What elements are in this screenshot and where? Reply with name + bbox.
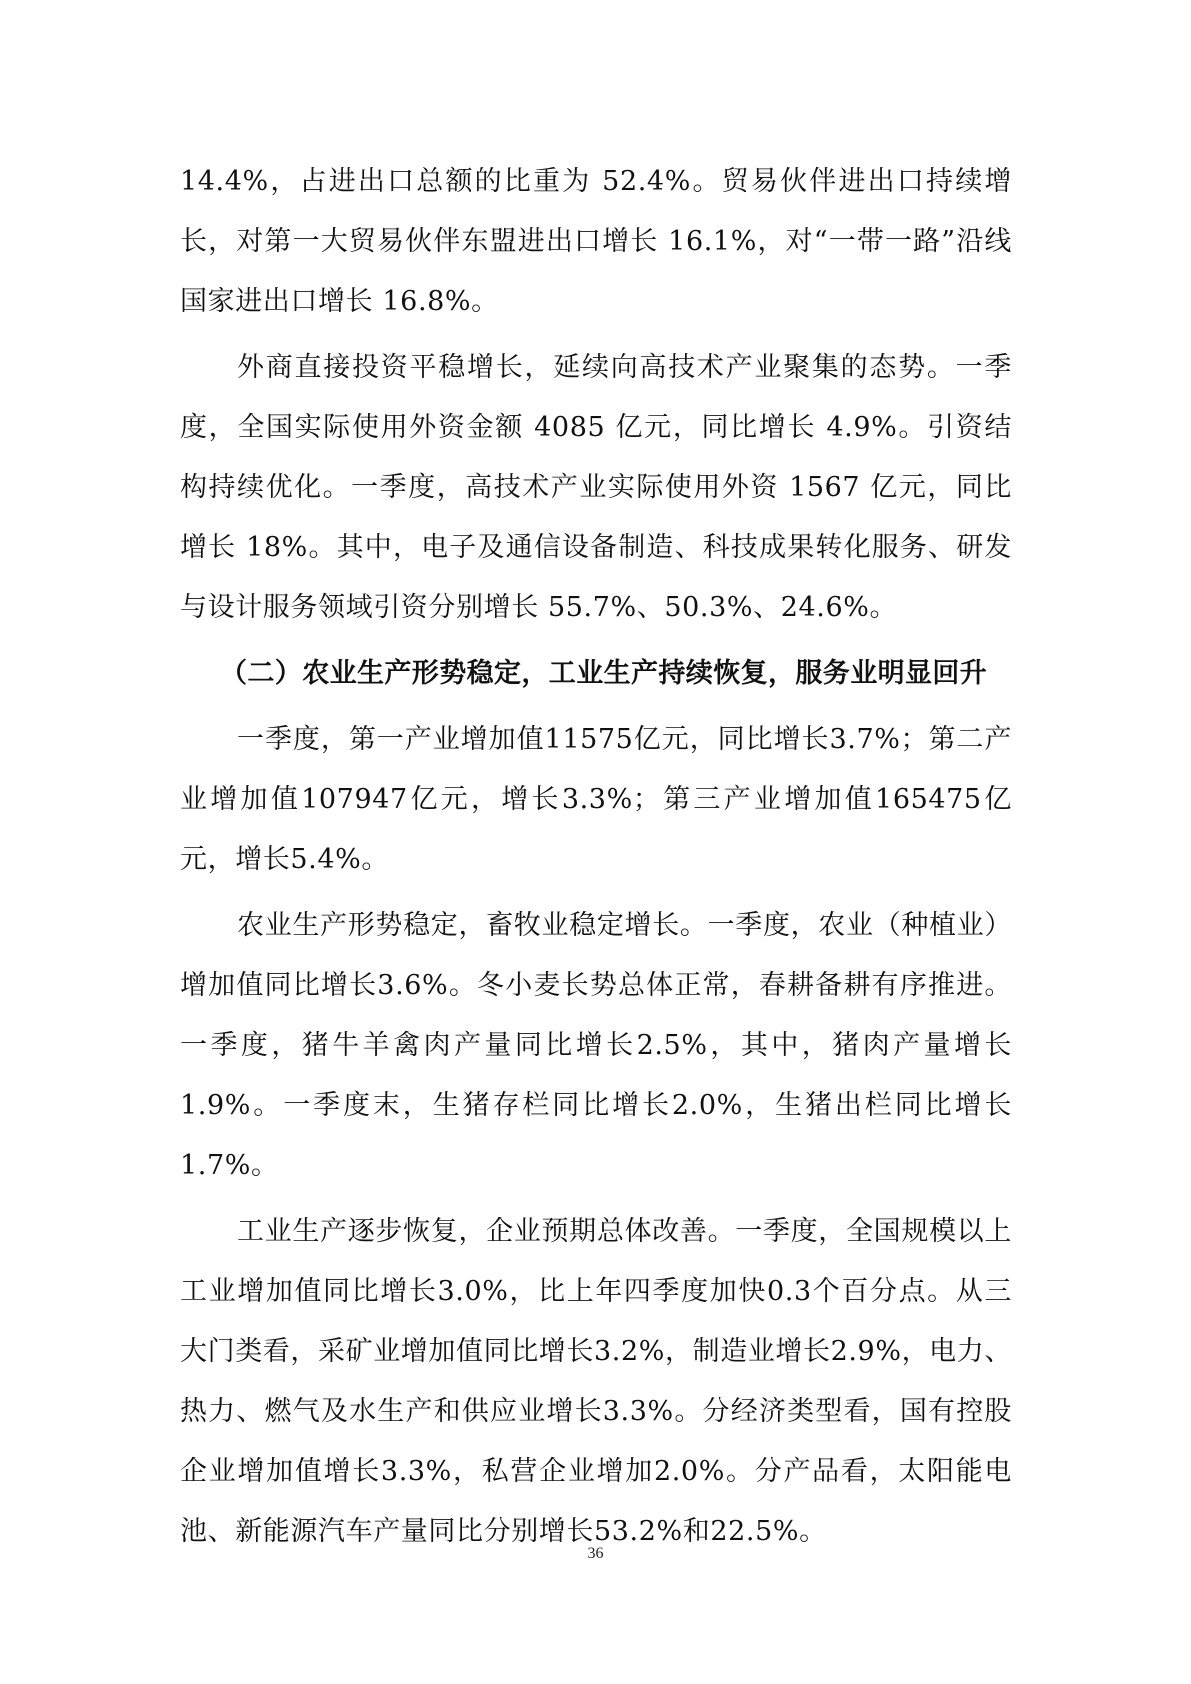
paragraph-trade-partners: 14.4%，占进出口总额的比重为 52.4%。贸易伙伴进出口持续增长，对第一大贸易伙伴东盟进出口增长 16.1%，对“一带一路”沿线国家进出口增长 16.8%。	[180, 166, 1012, 317]
section-heading: （二）农业生产形势稳定，工业生产持续恢复，服务业明显回升	[220, 658, 988, 689]
paragraph-industry-value-added: 一季度，第一产业增加值11575亿元，同比增长3.7%；第二产业增加值107947亿元，增长3.3%；第三产业增加值165475亿元，增长5.4%。	[180, 724, 1012, 875]
paragraph-industrial-production: 工业生产逐步恢复，企业预期总体改善。一季度，全国规模以上工业增加值同比增长3.0%，比上年四季度加快0.3个百分点。从三大门类看，采矿业增加值同比增长3.2%，制造业增长2.9%，电力、热力、燃气及水生产和供应业增长3.3%。分经济类型看，国有控股企业增加值增长3.3%，私营企业增加2.0%。分产品看，太阳能电池、新能源汽车产量同比分别增长53.2%和22.5%。	[180, 1216, 1012, 1547]
page-content	[180, 152, 1012, 1568]
paragraph-foreign-investment: 外商直接投资平稳增长，延续向高技术产业聚集的态势。一季度，全国实际使用外资金额 4085 亿元，同比增长 4.9%。引资结构持续优化。一季度，高技术产业实际使用外资 1567 亿元，同比增长 18%。其中，电子及通信设备制造、科技成果转化服务、研发与设计服务领域引资分别增长 55.7%、50.3%、24.6%。	[180, 352, 1012, 623]
page-number: 36	[587, 1545, 604, 1562]
paragraph-agriculture: 农业生产形势稳定，畜牧业稳定增长。一季度，农业（种植业）增加值同比增长3.6%。冬小麦长势总体正常，春耕备耕有序推进。一季度，猪牛羊禽肉产量同比增长2.5%，其中，猪肉产量增长1.9%。一季度末，生猪存栏同比增长2.0%，生猪出栏同比增长1.7%。	[180, 910, 1012, 1181]
